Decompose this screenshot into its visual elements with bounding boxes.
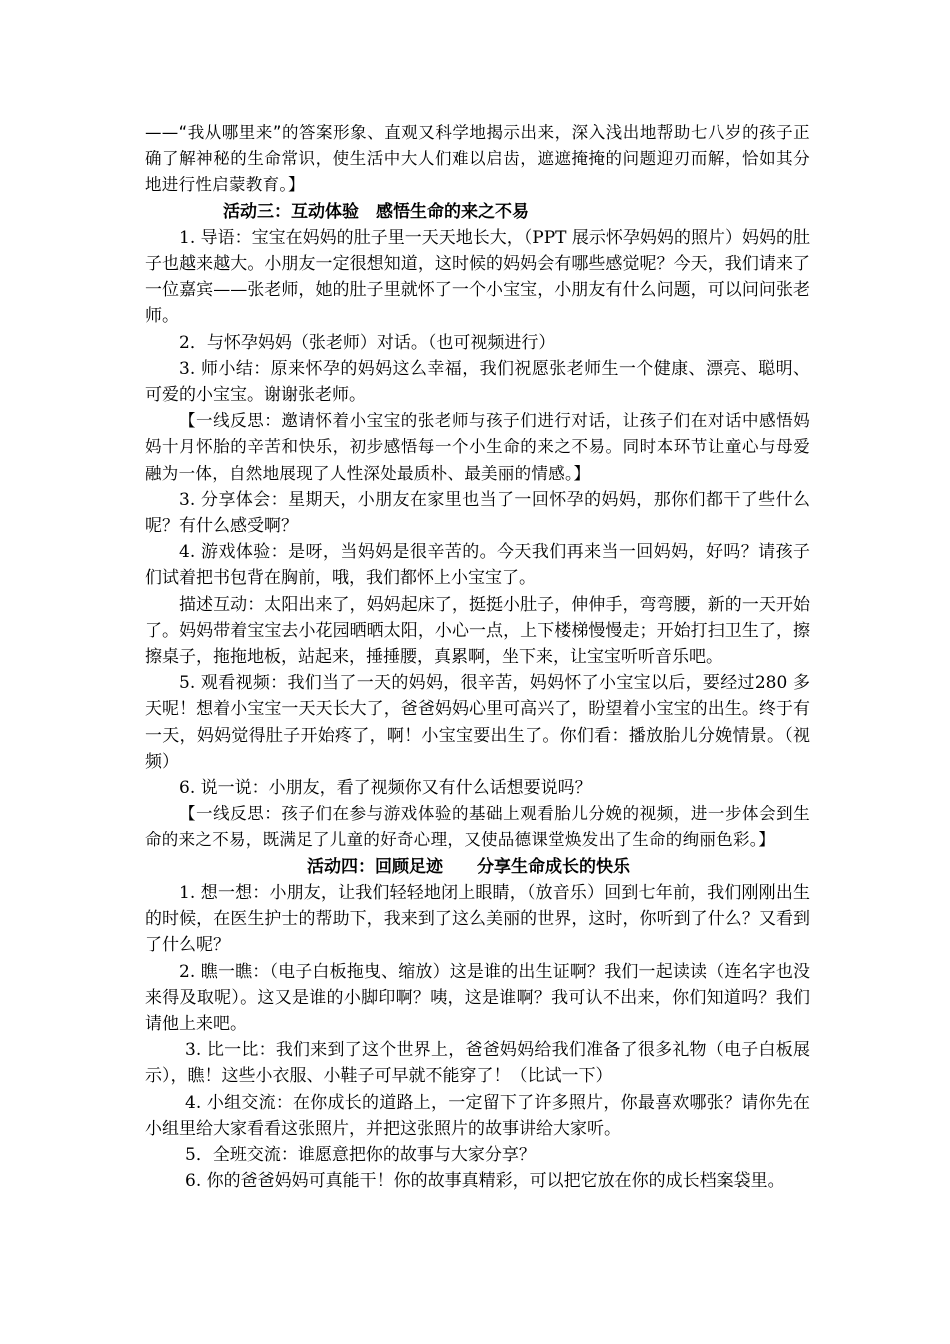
activity4-paragraph-3: 3. 比一比：我们来到了这个世界上，爸爸妈妈给我们准备了很多礼物（电子白板展示），瞧！这些小衣服、小鞋子可早就不能穿了！（比试一下）: [145, 1040, 810, 1087]
activity3-paragraph-3: 3. 师小结：原来怀孕的妈妈这么幸福，我们祝愿张老师生一个健康、漂亮、聪明、可爱的小宝宝。谢谢张老师。: [145, 358, 810, 406]
activity3-heading: 活动三：互动体验 感悟生命的来之不易: [223, 201, 529, 222]
activity3-reflection-1: 【一线反思：邀请怀着小宝宝的张老师与孩子们进行对话，让孩子们在对话中感悟妈妈十月怀胎的辛苦和快乐，初步感悟每一个小生命的来之不易。同时本环节让童心与母爱融为一体，自然地展现了人性深处最质朴、最美丽的情感。】: [145, 411, 810, 483]
activity3-reflection-2: 【一线反思：孩子们在参与游戏体验的基础上观看胎儿分娩的视频，进一步体会到生命的来之不易，既满足了儿童的好奇心理，又使品德课堂焕发出了生命的绚丽色彩。】: [145, 804, 810, 850]
activity3-paragraph-6: 描述互动：太阳出来了，妈妈起床了，挺挺小肚子，伸伸手，弯弯腰，新的一天开始了。妈妈带着宝宝去小花园晒晒太阳，小心一点，上下楼梯慢慢走；开始打扫卫生了，擦擦桌子，拖拖地板，站起来，捶捶腰，真累啊，坐下来，让宝宝听听音乐吧。: [145, 594, 810, 668]
activity3-paragraph-7: 5. 观看视频：我们当了一天的妈妈，很辛苦，妈妈怀了小宝宝以后，要经过280 多天呢！想着小宝宝一天天长大了，爸爸妈妈心里可高兴了，盼望着小宝宝的出生。终于有一天，妈妈觉得肚子开始疼了，啊！小宝宝要出生了。你们看：播放胎儿分娩情景。（视频）: [145, 673, 810, 772]
intro-reflection-end: ——“我从哪里来”的答案形象、直观又科学地揭示出来，深入浅出地帮助七八岁的孩子正确了解神秘的生命常识，使生活中大人们难以启齿，遮遮掩掩的问题迎刃而解，恰如其分地进行性启蒙教育。】: [145, 123, 810, 195]
activity3-paragraph-2: 2．与怀孕妈妈（张老师）对话。（也可视频进行）: [179, 332, 556, 353]
activity4-paragraph-4: 4. 小组交流：在你成长的道路上，一定留下了许多照片，你最喜欢哪张？请你先在小组里给大家看看这张照片，并把这张照片的故事讲给大家听。: [145, 1092, 810, 1139]
activity3-paragraph-1: 1. 导语：宝宝在妈妈的肚子里一天天地长大，（PPT 展示怀孕妈妈的照片）妈妈的肚子也越来越大。小朋友一定很想知道，这时候的妈妈会有哪些感觉呢？今天，我们请来了一位嘉宾——张老师，她的肚子里就怀了一个小宝宝，小朋友有什么问题，可以问问张老师。: [145, 227, 810, 327]
document-page: [145, 120, 810, 1194]
activity4-heading: 活动四：回顾足迹 分享生命成长的快乐: [307, 856, 630, 877]
activity3-paragraph-8: 6. 说一说：小朋友，看了视频你又有什么话想要说吗？: [179, 778, 592, 799]
activity4-paragraph-2: 2. 瞧一瞧：（电子白板拖曳、缩放）这是谁的出生证啊？我们一起读读（连名字也没来得及取呢）。这又是谁的小脚印啊？咦，这是谁啊？我可认不出来，你们知道吗？我们请他上来吧。: [145, 961, 810, 1034]
activity4-paragraph-5: 5．全班交流：谁愿意把你的故事与大家分享？: [185, 1144, 536, 1165]
activity4-paragraph-1: 1. 想一想：小朋友，让我们轻轻地闭上眼睛，（放音乐）回到七年前，我们刚刚出生的时候，在医生护士的帮助下，我来到了这么美丽的世界，这时，你听到了什么？又看到了什么呢？: [145, 882, 810, 956]
activity4-paragraph-6: 6. 你的爸爸妈妈可真能干！你的故事真精彩，可以把它放在你的成长档案袋里。: [185, 1171, 785, 1192]
activity3-paragraph-5: 4. 游戏体验：是呀，当妈妈是很辛苦的。今天我们再来当一回妈妈，好吗？请孩子们试着把书包背在胸前，哦，我们都怀上小宝宝了。: [145, 542, 810, 589]
activity3-paragraph-4: 3. 分享体会：星期天，小朋友在家里也当了一回怀孕的妈妈，那你们都干了些什么呢？有什么感受啊？: [145, 489, 810, 537]
